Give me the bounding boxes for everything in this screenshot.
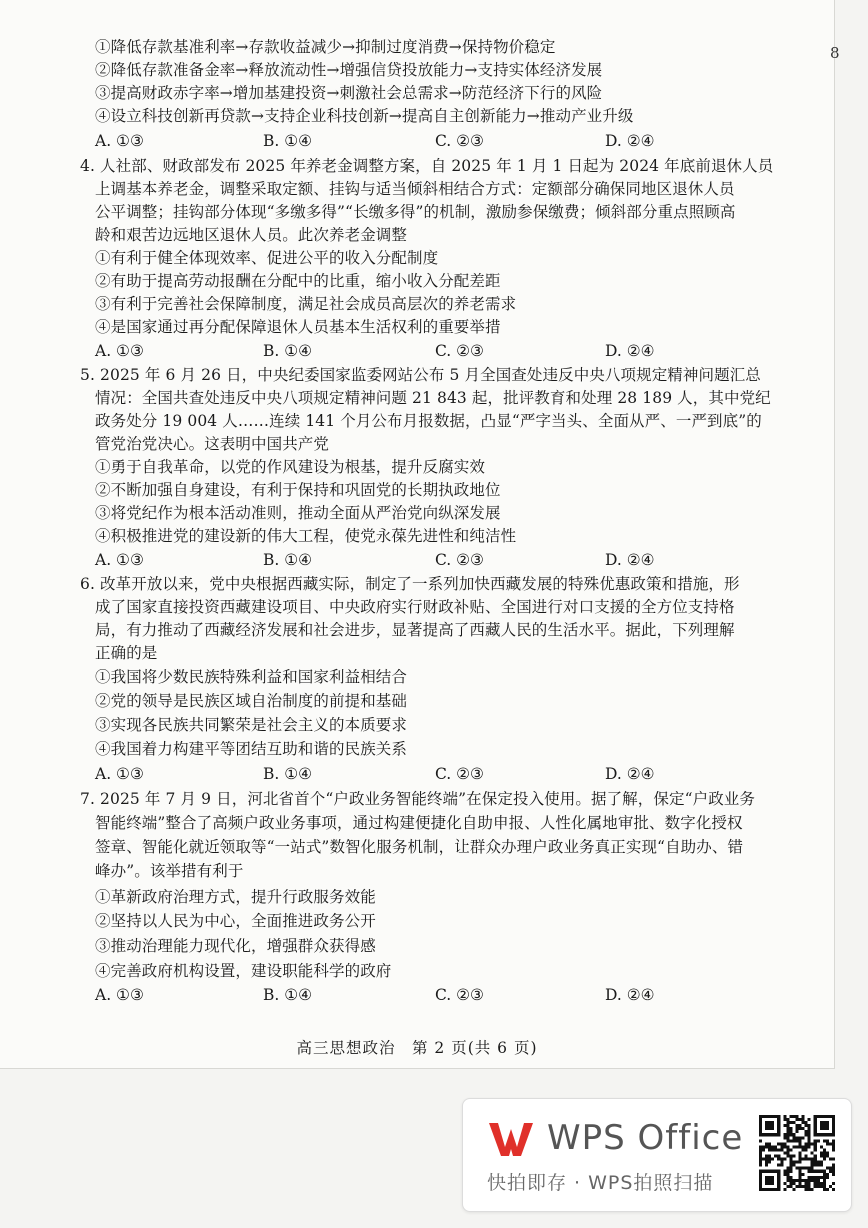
text-line: ④完善政府机构设置，建设职能科学的政府	[95, 962, 392, 980]
answer-option: B. ①④	[263, 551, 313, 569]
text-line: ④积极推进党的建设新的伟大工程，使党永葆先进性和纯洁性	[95, 527, 517, 545]
text-line: 政务处分 19 004 人……连续 141 个月公布月报数据，凸显“严字当头、全面从严、一严到底”的	[95, 412, 762, 430]
text-line: 成了国家直接投资西藏建设项目、中央政府实行财政补贴、全国进行对口支援的全方位支持格	[95, 598, 735, 616]
answer-option: B. ①④	[263, 765, 313, 783]
answer-option: C. ②③	[435, 132, 484, 150]
question-stem: 5. 2025 年 6 月 26 日，中央纪委国家监委网站公布 5 月全国查处违反中央八项规定精神问题汇总	[80, 366, 761, 384]
wps-logo-icon	[485, 1119, 537, 1159]
text-line: ③提高财政赤字率→增加基建投资→刺激社会总需求→防范经济下行的风险	[95, 84, 603, 102]
answer-option: A. ①③	[95, 342, 144, 360]
question-stem: 4. 人社部、财政部发布 2025 年养老金调整方案，自 2025 年 1 月 1 日起为 2024 年底前退休人员	[80, 157, 774, 175]
answer-choices	[95, 130, 815, 152]
answer-choices	[95, 549, 815, 571]
page-corner-mark: 8	[830, 44, 840, 62]
answer-option: D. ②④	[605, 765, 655, 783]
wps-slogan-text: 快拍即存 · WPS拍照扫描	[487, 1172, 714, 1194]
qr-code-icon	[759, 1115, 835, 1191]
text-line: ④是国家通过再分配保障退休人员基本生活权利的重要举措	[95, 318, 501, 336]
answer-option: D. ②④	[605, 986, 655, 1004]
question-stem: 7. 2025 年 7 月 9 日，河北省首个“户政业务智能终端”在保定投入使用。据了解，保定“户政业务	[80, 790, 755, 808]
question-stem: 6. 改革开放以来，党中央根据西藏实际，制定了一系列加快西藏发展的特殊优惠政策和措施，形	[80, 575, 740, 593]
text-line: ③有利于完善社会保障制度，满足社会成员高层次的养老需求	[95, 295, 517, 313]
text-line: 智能终端”整合了高频户政业务事项，通过构建便捷化自助申报、人性化属地审批、数字化授权	[95, 814, 743, 832]
text-line: ④我国着力构建平等团结互助和谐的民族关系	[95, 740, 408, 758]
text-line: ②不断加强自身建设，有利于保持和巩固党的长期执政地位	[95, 481, 501, 499]
text-line: ②坚持以人民为中心，全面推进政务公开	[95, 912, 376, 930]
answer-choices	[95, 340, 815, 362]
text-line: 局，有力推动了西藏经济发展和社会进步，显著提高了西藏人民的生活水平。据此，下列理解	[95, 621, 735, 639]
text-line: ②有助于提高劳动报酬在分配中的比重，缩小收入分配差距	[95, 272, 501, 290]
text-line: 公平调整；挂钩部分体现“多缴多得”“长缴多得”的机制，激励参保缴费；倾斜部分重点照顾高	[95, 203, 736, 221]
answer-option: A. ①③	[95, 132, 144, 150]
wps-watermark-card	[462, 1098, 852, 1212]
text-line: ③推动治理能力现代化，增强群众获得感	[95, 937, 376, 955]
answer-option: C. ②③	[435, 342, 484, 360]
text-line: ①我国将少数民族特殊利益和国家利益相结合	[95, 668, 408, 686]
text-line: ②降低存款准备金率→释放流动性→增强信贷投放能力→支持实体经济发展	[95, 61, 603, 79]
text-line: ②党的领导是民族区域自治制度的前提和基础	[95, 692, 408, 710]
text-line: ①革新政府治理方式，提升行政服务效能	[95, 888, 376, 906]
answer-option: C. ②③	[435, 986, 484, 1004]
text-line: 上调基本养老金，调整采取定额、挂钩与适当倾斜相结合方式：定额部分确保同地区退休人员	[95, 180, 735, 198]
text-line: ①降低存款基准利率→存款收益减少→抑制过度消费→保持物价稳定	[95, 38, 556, 56]
answer-option: B. ①④	[263, 132, 313, 150]
answer-option: D. ②④	[605, 551, 655, 569]
answer-option: A. ①③	[95, 986, 144, 1004]
text-line: 峰办”。该举措有利于	[95, 862, 244, 880]
answer-option: B. ①④	[263, 986, 313, 1004]
wps-brand-text: WPS Office	[547, 1118, 744, 1158]
answer-option: B. ①④	[263, 342, 313, 360]
answer-option: A. ①③	[95, 551, 144, 569]
answer-option: A. ①③	[95, 765, 144, 783]
text-line: 管党治党决心。这表明中国共产党	[95, 435, 330, 453]
page-footer: 高三思想政治 第 2 页(共 6 页)	[296, 1039, 538, 1057]
text-line: 签章、智能化就近领取等“一站式”数智化服务机制，让群众办理户政业务真正实现“自助办、错	[95, 838, 744, 856]
text-line: 龄和艰苦边远地区退休人员。此次养老金调整	[95, 226, 408, 244]
text-line: 正确的是	[95, 644, 158, 662]
text-line: ④设立科技创新再贷款→支持企业科技创新→提高自主创新能力→推动产业升级	[95, 107, 634, 125]
text-line: ③将党纪作为根本活动准则，推动全面从严治党向纵深发展	[95, 504, 501, 522]
text-line: ①勇于自我革命，以党的作风建设为根基，提升反腐实效	[95, 458, 486, 476]
answer-choices	[95, 984, 815, 1006]
text-line: 情况：全国共查处违反中央八项规定精神问题 21 843 起，批评教育和处理 28 189 人，其中党纪	[95, 389, 771, 407]
text-line: ①有利于健全体现效率、促进公平的收入分配制度	[95, 249, 439, 267]
answer-choices	[95, 763, 815, 785]
answer-option: C. ②③	[435, 551, 484, 569]
answer-option: C. ②③	[435, 765, 484, 783]
answer-option: D. ②④	[605, 342, 655, 360]
answer-option: D. ②④	[605, 132, 655, 150]
text-line: ③实现各民族共同繁荣是社会主义的本质要求	[95, 716, 408, 734]
